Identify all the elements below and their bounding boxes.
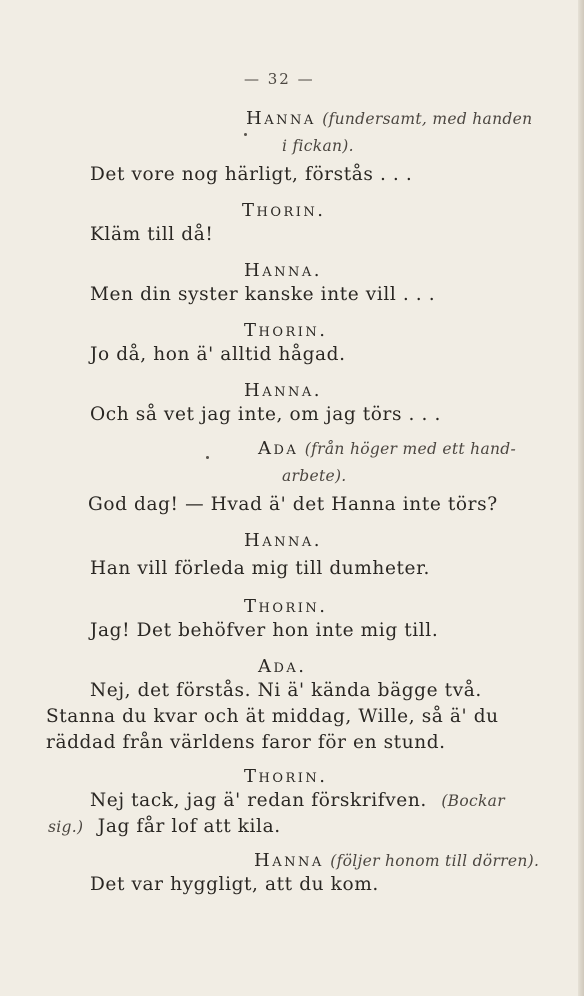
stage-direction: arbete). (282, 467, 347, 485)
stage-heading-hanna (246, 108, 532, 129)
dialogue-line: Kläm till då! (90, 224, 214, 245)
stage-heading-hanna (254, 850, 539, 871)
dialogue-line: Det var hyggligt, att du kom. (90, 874, 379, 895)
speaker-name: Hanna. (244, 260, 322, 281)
dialogue-line: Han vill förleda mig till dumheter. (90, 558, 430, 579)
speaker-name: Ada. (258, 656, 307, 677)
stage-direction: (från höger med ett hand- (304, 440, 517, 458)
speaker-name: Hanna. (244, 530, 322, 551)
dialogue-line (90, 790, 505, 811)
dialogue-line: räddad från världens faror för en stund. (46, 732, 446, 753)
dialogue-line: Nej, det förstås. Ni ä' kända bägge två. (90, 680, 482, 701)
dialogue-line: Stanna du kvar och ät middag, Wille, så ä' du (46, 706, 499, 727)
speaker-name: Hanna. (244, 380, 322, 401)
dialogue-line: Jag! Det behöfver hon inte mig till. (90, 620, 439, 641)
dialogue-line: God dag! — Hvad ä' det Hanna inte törs? (88, 494, 498, 515)
dialogue-text: Nej tack, jag ä' redan förskrifven. (90, 790, 427, 811)
ink-speck (206, 456, 209, 459)
speaker-name: Hanna (246, 108, 316, 129)
stage-direction: sig.) (48, 818, 84, 836)
stage-direction: (fundersamt, med handen (322, 110, 533, 128)
dialogue-line: Jo då, hon ä' alltid hågad. (90, 344, 346, 365)
ink-speck (244, 133, 247, 136)
stage-direction: (följer honom till dörren). (330, 852, 540, 870)
stage-direction: i fickan). (282, 137, 354, 155)
stage-direction: (Bockar (441, 792, 505, 810)
dialogue-line (48, 816, 281, 837)
speaker-name: Thorin. (242, 200, 326, 221)
dialogue-line: Men din syster kanske inte vill . . . (90, 284, 436, 305)
speaker-name: Ada (258, 438, 299, 459)
speaker-name: Thorin. (244, 766, 328, 787)
speaker-name: Thorin. (244, 596, 328, 617)
speaker-name: Hanna (254, 850, 324, 871)
speaker-name: Thorin. (244, 320, 328, 341)
page-number: — 32 — (244, 70, 315, 88)
page-edge (578, 0, 584, 996)
dialogue-line: Det vore nog härligt, förstås . . . (90, 164, 413, 185)
stage-heading-ada (258, 438, 516, 459)
dialogue-text: Jag får lof att kila. (97, 816, 281, 837)
dialogue-line: Och så vet jag inte, om jag törs . . . (90, 404, 441, 425)
